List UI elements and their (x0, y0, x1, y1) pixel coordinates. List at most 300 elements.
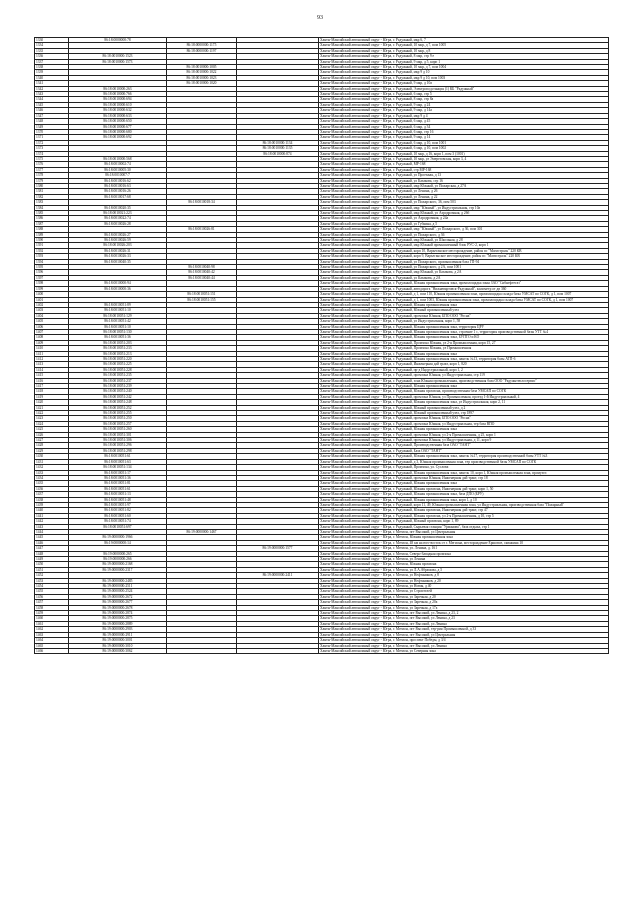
address-cell: Ханты-Мансийский автономный округ - Югра, г. Радужный, д 1, пом 1003, Южная промышленная зона, промплощадка склада базы УМСАТ по СОГК, д 1, пом 1007 (319, 297, 609, 302)
cadastral-number-cell: 86:18:0010051:213 (69, 351, 167, 356)
address-cell: Ханты-Мансийский автономный округ - Югра, г. Радужный, Южная промышленная зона, панель 10, корп 1, Южная промышленная зона, промузел (319, 470, 609, 475)
address-cell: Ханты-Мансийский автономный округ - Югра, г. Мегион, ул Нефтяников, д 20 (319, 578, 609, 583)
cadastral-number-cell: 86:19:0000000:3010 (69, 643, 167, 648)
row-number-cell: 1459 (35, 611, 69, 616)
building-cadastral-cell: 86:18:0010040:42 (167, 270, 237, 275)
address-cell: Ханты-Мансийский автономный округ - Югра, г. Радужный, Электроподстанция (1) КБ "Радужный" (319, 86, 609, 91)
row-number-cell: 1466 (35, 648, 69, 653)
address-cell: Ханты-Мансийский автономный округ - Югра, г. Радужный, 10 мкр, д 16, корп 1, пом 3 (1001) (319, 151, 609, 156)
cadastral-number-cell: 86:18:0010017:68 (69, 194, 167, 199)
row-number-cell: 1419 (35, 394, 69, 399)
address-cell: Ханты-Мансийский автономный округ - Югра, г. Мегион, ул Заречная, д 20а (319, 600, 609, 605)
row-number-cell: 1390 (35, 238, 69, 243)
row-number-cell: 1337 (35, 59, 69, 64)
cadastral-number-cell: 86:18:0010051:235 (69, 373, 167, 378)
building-cadastral-cell: 86:18:0010000:1020 (167, 81, 237, 86)
page-number: 93 (317, 15, 323, 21)
address-cell: Ханты-Мансийский автономный округ - Югра, г. Радужный, 10 мкр, д 7, пом 1004 (319, 65, 609, 70)
row-number-cell: 1465 (35, 643, 69, 648)
row-number-cell: 1443 (35, 524, 69, 529)
row-number-cell: 1417 (35, 384, 69, 389)
address-cell: Ханты-Мансийский автономный округ - Югра, г. Мегион, ул Ленина (319, 557, 609, 562)
row-number-cell: 1452 (35, 573, 69, 578)
row-number-cell: 1449 (35, 557, 69, 562)
cadastral-number-cell: 86:18:0010040:35 (69, 259, 167, 264)
cadastral-number-cell: 86:18:0010005:30 (69, 167, 167, 172)
row-number-cell: 1415 (35, 373, 69, 378)
address-cell: Ханты-Мансийский автономный округ - Югра, г. Мегион, пгт Высокий, ул Ленина (319, 621, 609, 626)
address-cell: Ханты-Мансийский автономный округ - Югра, г. Радужный, 10 мкр, д 8 (319, 48, 609, 53)
premise-cadastral-cell: 86:19:0000000:1577 (237, 546, 319, 551)
row-number-cell: 1381 (35, 189, 69, 194)
address-cell: Ханты-Мансийский автономный округ - Югра, г. Радужный, Промзона Южная, ул 2-я Промышленная, корп 15, 27 (319, 340, 609, 345)
address-cell: Ханты-Мансийский автономный округ - Югра, г. Радужный, 6 мкр, стр 16 (319, 129, 609, 134)
row-number-cell: 1373 (35, 146, 69, 151)
address-cell: Ханты-Мансийский автономный округ - Югра, г. Мегион, пгт Высокий, ул Ленина (319, 643, 609, 648)
address-cell: Ханты-Мансийский автономный округ - Югра, г. Радужный, 6 мкр, стр 5 (319, 92, 609, 97)
row-number-cell: 1451 (35, 567, 69, 572)
cadastral-number-cell: 86:18:0010020:35 (69, 205, 167, 210)
row-number-cell: 1335 (35, 48, 69, 53)
cadastral-number-cell: 86:19:0000000:2911 (69, 632, 167, 637)
cadastral-number-cell: 86:18:0010051:240 (69, 389, 167, 394)
cadastral-number-cell: 86:18:0010016:26 (69, 189, 167, 194)
building-cadastral-cell: 86:18:0010026:81 (167, 227, 237, 232)
row-number-cell: 1338 (35, 65, 69, 70)
cadastral-number-cell: 86:18:0010051:255 (69, 411, 167, 416)
address-cell: Ханты-Мансийский автономный округ - Югра, г. Радужный, 6 мкр, д 45 (319, 119, 609, 124)
cadastral-number-cell: 86:19:0000000:2889 (69, 621, 167, 626)
cadastral-number-cell: 86:18:0010016:63 (69, 183, 167, 188)
row-number-cell: 1393 (35, 254, 69, 259)
row-number-cell: 1412 (35, 356, 69, 361)
cadastral-number-cell: 86:18:0010016:62 (69, 178, 167, 183)
address-cell: Ханты-Мансийский автономный округ - Югра, г. Радужный, корп 11, 49, Южная промышленная зона, ул Индустриальная, производственная база "Пожарный" (319, 502, 609, 507)
row-number-cell: 1441 (35, 513, 69, 518)
row-number-cell: 1379 (35, 178, 69, 183)
address-cell: Ханты-Мансийский автономный округ - Югра, г. Радужный, 10 мкр, д 7, пом 1005 (319, 43, 609, 48)
cadastral-number-cell: 86:19:0000000:2524 (69, 589, 167, 594)
table-row (35, 502, 609, 507)
row-number-cell: 1388 (35, 227, 69, 232)
cadastral-number-cell: 86:18:0010026:203 (69, 243, 167, 248)
building-cadastral-cell: 86:18:0010000:1005 (167, 65, 237, 70)
cadastral-number-cell: 86:18:0010051:298 (69, 448, 167, 453)
address-cell: Ханты-Мансийский автономный округ - Югра, г. Радужный, Южная промышленная зона, корп 1, д 10 (319, 497, 609, 502)
row-number-cell: 1413 (35, 362, 69, 367)
row-number-cell: 1447 (35, 546, 69, 551)
address-cell: Ханты-Мансийский автономный округ - Югра, г. Радужный, Южный промышленный узел (319, 308, 609, 313)
cadastral-number-cell: 86:19:0000000:266 (69, 557, 167, 562)
cadastral-number-cell: 86:18:0010002:74 (69, 162, 167, 167)
address-cell: Ханты-Мансийский автономный округ - Югра, г. Радужный, Производственная база ОАО "ТАНТ" (319, 443, 609, 448)
row-number-cell: 1405 (35, 319, 69, 324)
address-cell: Ханты-Мансийский автономный округ - Югра, г. Радужный, Сырьевая станция "Урманова", база отдыха, стр 1 (319, 524, 609, 529)
cadastral-number-cell: 86:19:0000000:3062 (69, 648, 167, 653)
row-number-cell: 1409 (35, 340, 69, 345)
cadastral-number-cell: 86:19:0000000:2677 (69, 600, 167, 605)
cadastral-number-cell: 86:18:0010026:27 (69, 232, 167, 237)
address-cell: Ханты-Мансийский автономный округ - Югра, г. Радужный, 6 мкр, д 10, пом 1001 (319, 140, 609, 145)
cadastral-number-cell: 86:19:0000000:2317 (69, 567, 167, 572)
cadastral-number-cell: 86:18:0010051:61 (69, 454, 167, 459)
row-number-cell: 1380 (35, 183, 69, 188)
row-number-cell: 1395 (35, 265, 69, 270)
row-number-cell: 1463 (35, 632, 69, 637)
cadastral-number-cell: 86:18:0010051:82 (69, 508, 167, 513)
address-cell: Ханты-Мансийский автономный округ - Югра, г. Радужный, Южная промышленная зона (319, 351, 609, 356)
row-number-cell: 1444 (35, 529, 69, 534)
cadastral-number-cell: 86:18:0010000:36 (69, 286, 167, 291)
address-cell: Ханты-Мансийский автономный округ - Югра, г. Мегион, пгт Высокий, ул Ленина, д 23, 2 (319, 611, 609, 616)
row-number-cell: 1343 (35, 92, 69, 97)
cadastral-number-cell: 86:18:0010051:13 (69, 492, 167, 497)
cadastral-number-cell: 86:19:0000000:3001 (69, 638, 167, 643)
cadastral-number-cell: 86:18:0010000:692 (69, 135, 167, 140)
cadastral-number-cell: 86:19:0000000:14 (69, 540, 167, 545)
cadastral-number-cell: 86:18:0010051:237 (69, 378, 167, 383)
table-row (35, 459, 609, 464)
address-cell: Ханты-Мансийский автономный округ - Югра, г. Радужный, Промзона Южная, ул Промышленная (319, 346, 609, 351)
address-cell: Ханты-Мансийский автономный округ - Югра, г. Радужный, ул Аэродромная, д 24а (319, 216, 609, 221)
address-cell: Ханты-Мансийский автономный округ - Югра, г. Мегион, Южная промзона (319, 562, 609, 567)
row-number-cell: 1375 (35, 156, 69, 161)
cadastral-number-cell: 86:18:0010051:225 (69, 362, 167, 367)
row-number-cell: 1403 (35, 308, 69, 313)
row-number-cell: 1432 (35, 465, 69, 470)
address-cell: Ханты-Мансийский автономный округ - Югра, г. Радужный, промзона Южная, Инженерная дай тракт, стр 18 (319, 475, 609, 480)
row-number-cell: 1430 (35, 454, 69, 459)
row-number-cell: 1457 (35, 600, 69, 605)
cadastral-number-cell: 86:18:0010051:48 (69, 497, 167, 502)
row-number-cell: 1406 (35, 324, 69, 329)
row-number-cell: 1397 (35, 275, 69, 280)
address-cell: Ханты-Мансийский автономный округ - Югра, г. Радужный, мкр 6, 7 (319, 38, 609, 43)
address-cell: Ханты-Мансийский автономный округ - Югра, г. Мегион, пгт Высокий, ул Ленина, д 23 (319, 616, 609, 621)
address-cell: Ханты-Мансийский автономный округ - Югра, г. Мегион, 48 км на юго-восток от г. Мегиона, месторождение Ершовое, скважина 10 (319, 540, 609, 545)
row-number-cell: 1346 (35, 108, 69, 113)
row-number-cell: 1440 (35, 508, 69, 513)
cadastral-number-cell: 86:18:0010051:296 (69, 443, 167, 448)
cadastral-number-cell: 86:18:0010051:228 (69, 367, 167, 372)
row-number-cell: 1418 (35, 389, 69, 394)
address-cell: Ханты-Мансийский автономный округ - Югра, г. Мегион, пгт Высокий, тер-рия Промышленной, д 33 (319, 627, 609, 632)
table-row (35, 378, 609, 383)
row-number-cell: 1344 (35, 97, 69, 102)
row-number-cell: 1339 (35, 70, 69, 75)
address-cell: Ханты-Мансийский автономный округ - Югра, г. Радужный, Южная промышленная зона, промплощадка зоны ЗАО "Сибнефтегаз" (319, 281, 609, 286)
row-number-cell: 1336 (35, 54, 69, 59)
row-number-cell: 1330 (35, 38, 69, 43)
address-cell: Ханты-Мансийский автономный округ - Югра, г. Радужный, ул Пожарского, д 2А, пом 1001 (319, 265, 609, 270)
address-cell: Ханты-Мансийский автономный округ - Югра, г. Радужный, 10 мкр, ул Эмереговская, корп 3, 4 (319, 156, 609, 161)
address-cell: Ханты-Мансийский автономный округ - Югра, г. Мегион, ул Новая, д 40 (319, 584, 609, 589)
row-number-cell: 1426 (35, 432, 69, 437)
building-cadastral-cell: 86:18:0010040:98 (167, 265, 237, 270)
address-cell: Ханты-Мансийский автономный округ - Югра, г. Радужный, ул Проезжая, д 13 (319, 173, 609, 178)
address-cell: Ханты-Мансийский автономный округ - Югра, г. Радужный, Южная промышленная зона, ул Индустриальная, корп 2, 11 (319, 400, 609, 405)
address-cell: Ханты-Мансийский автономный округ - Югра, г. Радужный, стр МР-168 (319, 167, 609, 172)
cadastral-number-cell: 86:18:0010000:94 (69, 281, 167, 286)
address-cell: Ханты-Мансийский автономный округ - Югра, г. Радужный, 9 мкр, д 24 (319, 102, 609, 107)
cadastral-number-cell: 86:18:0010051:134 (69, 465, 167, 470)
cadastral-number-cell: 86:19:0000000:265 (69, 551, 167, 556)
address-cell: Ханты-Мансийский автономный округ - Югра, г. Радужный, ул Ленина, д 22 (319, 194, 609, 199)
cadastral-number-cell: 86:18:0010051:89 (69, 302, 167, 307)
address-cell: Ханты-Мансийский автономный округ - Югра, г. Радужный, Южная промзона, Инженерная дай тракт, корп 1, 50 (319, 486, 609, 491)
cadastral-number-cell: 86:19:0000000:1966 (69, 535, 167, 540)
address-cell: Ханты-Мансийский автономный округ - Югра, г. Радужный, ул Индустриальная, корп 1, 58 (319, 319, 609, 324)
address-cell: Ханты-Мансийский автономный округ - Югра, г. Радужный, База ОАО "ТАНТ" (319, 448, 609, 453)
row-number-cell: 1445 (35, 535, 69, 540)
address-cell: Ханты-Мансийский автономный округ - Югра, г. Радужный, Южная промышленная зона, БУПТО и КО (319, 335, 609, 340)
building-cadastral-cell: 86:18:0000000:1197 (167, 48, 237, 53)
building-cadastral-cell: 86:19:0000000:1467 (167, 529, 237, 534)
cadastral-number-cell: 86:18:0010051:74 (69, 519, 167, 524)
cadastral-number-cell: 86:18:0010000:677 (69, 124, 167, 129)
table-row (35, 470, 609, 475)
address-cell: Ханты-Мансийский автономный округ - Югра, г. Радужный, Южная промзона, ул 2-я Промышленная, д 10, стр 5 (319, 513, 609, 518)
row-number-cell: 1427 (35, 438, 69, 443)
row-number-cell: 1347 (35, 113, 69, 118)
address-cell: Ханты-Мансийский автономный округ - Югра, г. Мегион, ул Нефтяников, д 8 (319, 573, 609, 578)
row-number-cell: 1396 (35, 270, 69, 275)
address-cell: Ханты-Мансийский автономный округ - Югра, г. Мегион, Северо-Западная промзона (319, 551, 609, 556)
cadastral-number-cell: 86:18:0010000:1573 (69, 59, 167, 64)
address-cell: Ханты-Мансийский автономный округ - Югра, г. Мегион, ул Строителей (319, 589, 609, 594)
cadastral-number-cell: 86:18:0010051:306 (69, 438, 167, 443)
building-cadastral-cell: 86:18:0010040:44 (167, 275, 237, 280)
building-cadastral-cell: 86:18:0010018:34 (167, 200, 237, 205)
address-cell: Ханты-Мансийский автономный округ - Югра, г. Мегион, ул Заречная, д 20 (319, 594, 609, 599)
cadastral-number-cell: 86:18:0010051:220 (69, 356, 167, 361)
cadastral-number-cell: 86:18:0010000:632 (69, 108, 167, 113)
address-cell: Ханты-Мансийский автономный округ - Югра, г. Радужный, ул Казакова, д 2А (319, 275, 609, 280)
address-cell: Ханты-Мансийский автономный округ - Югра, г. Радужный, Южная промышленная зона, панель №13, территория базы АТП-6 (319, 356, 609, 361)
address-cell: Ханты-Мансийский автономный округ - Югра, г. Радужный, промзона Южная, БПО ООО "Росна" (319, 416, 609, 421)
address-cell: Ханты-Мансийский автономный округ - Югра, г. Радужный, Южный промышленный узел, д 2 (319, 405, 609, 410)
row-number-cell: 1421 (35, 405, 69, 410)
premise-cadastral-cell: 86:18:0010000:1134 (237, 140, 319, 145)
cadastral-number-cell: 86:18:0010051:260 (69, 427, 167, 432)
row-number-cell: 1462 (35, 627, 69, 632)
row-number-cell: 1387 (35, 221, 69, 226)
address-cell: Ханты-Мансийский автономный округ - Югра, г. Радужный, промзона Южная, ул Индустриальная, стр 119 (319, 373, 609, 378)
address-cell: Ханты-Мансийский автономный округ - Югра, г. Радужный, Южная промзона, производственная база УМСАП по СОГК (319, 389, 609, 394)
row-number-cell: 1349 (35, 124, 69, 129)
cadastral-number-cell: 86:18:0010000:263 (69, 86, 167, 91)
address-cell: Ханты-Мансийский автономный округ - Югра, г. Радужный, д 3, Южная промышленная зона, тер производственной базы УМСАП по СОГК (319, 459, 609, 464)
address-cell: Ханты-Мансийский автономный округ - Югра, г. Мегион, пгт Высокий, ул Центральная (319, 632, 609, 637)
address-cell: Ханты-Мансийский автономный округ - Югра, г. Радужный, Южная промышленная зона (319, 302, 609, 307)
building-cadastral-cell: 86:18:0010000:1022 (167, 70, 237, 75)
row-number-cell: 1345 (35, 102, 69, 107)
building-cadastral-cell: 86:18:0010051:151 (167, 292, 237, 297)
address-cell: Ханты-Мансийский автономный округ - Югра, г. Радужный, мкр Южный промышленный блок РУС-2, корп 1 (319, 243, 609, 248)
row-number-cell: 1407 (35, 329, 69, 334)
cadastral-number-cell: 86:18:0010051:10 (69, 324, 167, 329)
row-number-cell: 1446 (35, 540, 69, 545)
row-number-cell: 1442 (35, 519, 69, 524)
cadastral-number-cell: 86:18:0010051:257 (69, 421, 167, 426)
cadastral-number-cell: 86:19:0000000:2874 (69, 611, 167, 616)
cadastral-number-cell: 86:18:0010051:239 (69, 384, 167, 389)
row-number-cell: 1438 (35, 497, 69, 502)
row-number-cell: 1437 (35, 492, 69, 497)
cadastral-number-cell: 86:18:0010026:28 (69, 221, 167, 226)
cadastral-number-cell: 86:18:0010051:252 (69, 405, 167, 410)
address-cell: Ханты-Мансийский автономный округ - Югра, г. Радужный, промзона Южная, ул Индустриальная, тер база ВПО (319, 421, 609, 426)
address-cell: Ханты-Мансийский автономный округ - Югра, г. Радужный, Южный промышленный узел, стр 1897 (319, 411, 609, 416)
address-cell: Ханты-Мансийский автономный округ - Югра, г. Мегион, проспект Победы, д 3/4 (319, 638, 609, 643)
row-number-cell: 1348 (35, 119, 69, 124)
building-cadastral-cell: 86:18:0000000:1175 (167, 43, 237, 48)
cadastral-number-cell: 86:19:0000000:2678 (69, 605, 167, 610)
cadastral-number-cell: 86:18:0010022:74 (69, 216, 167, 221)
address-cell: Ханты-Мансийский автономный округ - Югра, г. Радужный, корп 9, Варьеганское месторождение, район пс "Магистраль" 220 КВ (319, 254, 609, 259)
row-number-cell: 1460 (35, 616, 69, 621)
row-number-cell: 1456 (35, 594, 69, 599)
cadastral-number-cell: 86:19:0000000:2485 (69, 578, 167, 583)
cadastral-number-cell: 86:18:0010051:129 (69, 313, 167, 318)
cadastral-number-cell: 86:18:0010051:60 (69, 513, 167, 518)
cadastral-number-cell: 86:18:0010021:223 (69, 211, 167, 216)
row-number-cell: 1423 (35, 416, 69, 421)
building-cadastral-cell: 86:18:0010051:155 (167, 297, 237, 302)
cadastral-number-cell: 86:18:0010051:250 (69, 416, 167, 421)
cadastral-number-cell: 86:18:0010051:697 (69, 524, 167, 529)
address-cell: Ханты-Мансийский автономный округ - Югра, г. Радужный, мкр 9 д 10, пом 1003 (319, 75, 609, 80)
row-number-cell: 1371 (35, 135, 69, 140)
row-number-cell: 1391 (35, 243, 69, 248)
row-number-cell: 1398 (35, 281, 69, 286)
address-cell: Ханты-Мансийский автономный округ - Югра, г. Радужный, МР-168 (319, 162, 609, 167)
address-cell: Ханты-Мансийский автономный округ - Югра, г. Радужный, Южная промышленная зона, территория ЦРУ (319, 324, 609, 329)
address-cell: Ханты-Мансийский автономный округ - Югра, г. Радужный, Промзона, ул. Суслова (319, 465, 609, 470)
row-number-cell: 1378 (35, 173, 69, 178)
address-cell: Ханты-Мансийский автономный округ - Югра, г. Радужный, Южная промышленная зона (319, 384, 609, 389)
row-number-cell: 1394 (35, 259, 69, 264)
cadastral-number-cell: 86:18:0000000:78 (69, 38, 167, 43)
address-cell: Ханты-Мансийский автономный округ - Югра, г. Радужный, 6 мкр, д 10, пом 1002 (319, 146, 609, 151)
address-cell: Ханты-Мансийский автономный округ - Югра, г. Радужный, автодорога "Нижневартовск-Радужный", километр от дв 360 (319, 286, 609, 291)
row-number-cell: 1422 (35, 411, 69, 416)
row-number-cell: 1425 (35, 427, 69, 432)
premise-cadastral-cell: 86:18:0010000:1135 (237, 146, 319, 151)
address-cell: Ханты-Мансийский автономный округ - Югра, г. Радужный, зона Южная промышленная, производственная база ООО "Радужнтеплосервис" (319, 378, 609, 383)
row-number-cell: 1372 (35, 140, 69, 145)
cadastral-number-cell: 86:18:0010051:81 (69, 481, 167, 486)
registry-table (34, 37, 609, 654)
address-cell: Ханты-Мансийский автономный округ - Югра, г. Радужный, Инженерная дай тракт, корп 1, 820 (319, 362, 609, 367)
row-number-cell: 1370 (35, 129, 69, 134)
premise-cadastral-cell: 86:18:0010000:874 (237, 151, 319, 156)
address-cell: Ханты-Мансийский автономный округ - Югра, г. Радужный, Южная промышленная зона, база ДПО (БРУ) (319, 492, 609, 497)
address-cell: Ханты-Мансийский автономный округ - Югра, г. Радужный, промзона Южная, ул 2-я Промышленная, д 25, корп 1 (319, 432, 609, 437)
address-cell: Ханты-Мансийский автономный округ - Югра, г. Радужный, ул Пожарского, промышленная база ГП-94 (319, 259, 609, 264)
cadastral-number-cell: 86:18:0010051:36 (69, 475, 167, 480)
address-cell: Ханты-Мансийский автономный округ - Югра, г. Мегион, ул Л.А.Абрамова, д 5 (319, 567, 609, 572)
cadastral-number-cell: 86:18:0010026:31 (69, 248, 167, 253)
address-cell: Ханты-Мансийский автономный округ - Югра, г. Радужный, ул Пожарского, д 36 (319, 232, 609, 237)
address-cell: Ханты-Мансийский автономный округ - Югра, г. Мегион, Южная промышленная зона (319, 535, 609, 540)
row-number-cell: 1376 (35, 162, 69, 167)
cadastral-number-cell: 86:18:0010051:301 (69, 432, 167, 437)
row-number-cell: 1435 (35, 481, 69, 486)
cadastral-number-cell: 86:19:0000000:2875 (69, 616, 167, 621)
cadastral-number-cell: 86:18:0010051:130 (69, 329, 167, 334)
address-cell: Ханты-Мансийский автономный округ - Югра, г. Радужный, промзона Южная, ул Индустриальная, д 11, корп 9 (319, 438, 609, 443)
building-cadastral-cell (167, 648, 237, 653)
row-number-cell: 1433 (35, 470, 69, 475)
row-number-cell: 1414 (35, 367, 69, 372)
row-number-cell: 1431 (35, 459, 69, 464)
row-number-cell: 1436 (35, 486, 69, 491)
address-cell: Ханты-Мансийский автономный округ - Югра, г. Радужный, 8 мкр, стр 8а (319, 97, 609, 102)
row-number-cell: 1340 (35, 75, 69, 80)
address-cell: Ханты-Мансийский автономный округ - Югра, г. Радужный, Южный промзона, корп 1, 89 (319, 519, 609, 524)
row-number-cell: 1386 (35, 216, 69, 221)
table-row (35, 329, 609, 334)
cadastral-number-cell: 86:18:0010026:33 (69, 254, 167, 259)
cadastral-number-cell: 86:19:0000000:2672 (69, 594, 167, 599)
row-number-cell: 1448 (35, 551, 69, 556)
row-number-cell: 1454 (35, 584, 69, 589)
address-cell: Ханты-Мансийский автономный округ - Югра, г. Радужный, ул Ленина, д 26 (319, 189, 609, 194)
address-cell: Ханты-Мансийский автономный округ - Югра, г. Радужный, мкр Южный, ул Пожарская, д 27А (319, 183, 609, 188)
cadastral-number-cell: 86:18:0010051:61 (69, 486, 167, 491)
cadastral-number-cell: 86:19:0000000:2903 (69, 627, 167, 632)
address-cell: Ханты-Мансийский автономный округ - Югра, г. Радужный, промзона Южная, БПО ООО "Росна" (319, 313, 609, 318)
cadastral-number-cell: 86:18:0010000:610 (69, 102, 167, 107)
row-number-cell: 1410 (35, 346, 69, 351)
address-cell: Ханты-Мансийский автономный округ - Югра, г. Радужный, 8 мкр, стр 9 е (319, 54, 609, 59)
row-number-cell: 1439 (35, 502, 69, 507)
address-cell: Ханты-Мансийский автономный округ - Югра, г. Радужный, ул Казакова, стр 16 (319, 178, 609, 183)
row-number-cell: 1404 (35, 313, 69, 318)
row-number-cell: 1382 (35, 194, 69, 199)
cadastral-number-cell: 86:18:0010051:10 (69, 308, 167, 313)
cadastral-number-cell: 86:18:0010051:97 (69, 502, 167, 507)
cadastral-number-cell: 86:18:0010000:633 (69, 113, 167, 118)
premise-cadastral-cell: 86:19:0000000:2411 (237, 573, 319, 578)
row-number-cell: 1411 (35, 351, 69, 356)
cadastral-number-cell: 86:19:0000000:2511 (69, 584, 167, 589)
row-number-cell: 1461 (35, 621, 69, 626)
address-cell: Ханты-Мансийский автономный округ - Югра, г. Радужный, мкр 9 д 4 (319, 113, 609, 118)
row-number-cell: 1420 (35, 400, 69, 405)
row-number-cell: 1401 (35, 297, 69, 302)
address-cell: Ханты-Мансийский автономный округ - Югра, г. Радужный, мкр "Южный", ул Пожарского, д 36, пом 301 (319, 227, 609, 232)
row-number-cell: 1455 (35, 589, 69, 594)
row-number-cell: 1341 (35, 81, 69, 86)
address-cell: Ханты-Мансийский автономный округ - Югра, г. Радужный, мкр Южный, ул Школьная, д 28 (319, 238, 609, 243)
address-cell: Ханты-Мансийский автономный округ - Югра, г. Радужный, пр-д Индустриальный, корп 1, 2 (319, 367, 609, 372)
cadastral-number-cell: 86:18:0010000:766 (69, 92, 167, 97)
row-number-cell: 1392 (35, 248, 69, 253)
row-number-cell: 1384 (35, 205, 69, 210)
row-number-cell: 1385 (35, 211, 69, 216)
cadastral-number-cell: 86:18:0010000:680 (69, 129, 167, 134)
row-number-cell: 1374 (35, 151, 69, 156)
row-number-cell: 1434 (35, 475, 69, 480)
registry-table-body (35, 38, 609, 654)
cadastral-number-cell: 86:18:0010051:17 (69, 470, 167, 475)
row-number-cell: 1400 (35, 292, 69, 297)
row-number-cell: 1389 (35, 232, 69, 237)
cadastral-number-cell: 86:19:0000000:2168 (69, 562, 167, 567)
row-number-cell: 1383 (35, 200, 69, 205)
